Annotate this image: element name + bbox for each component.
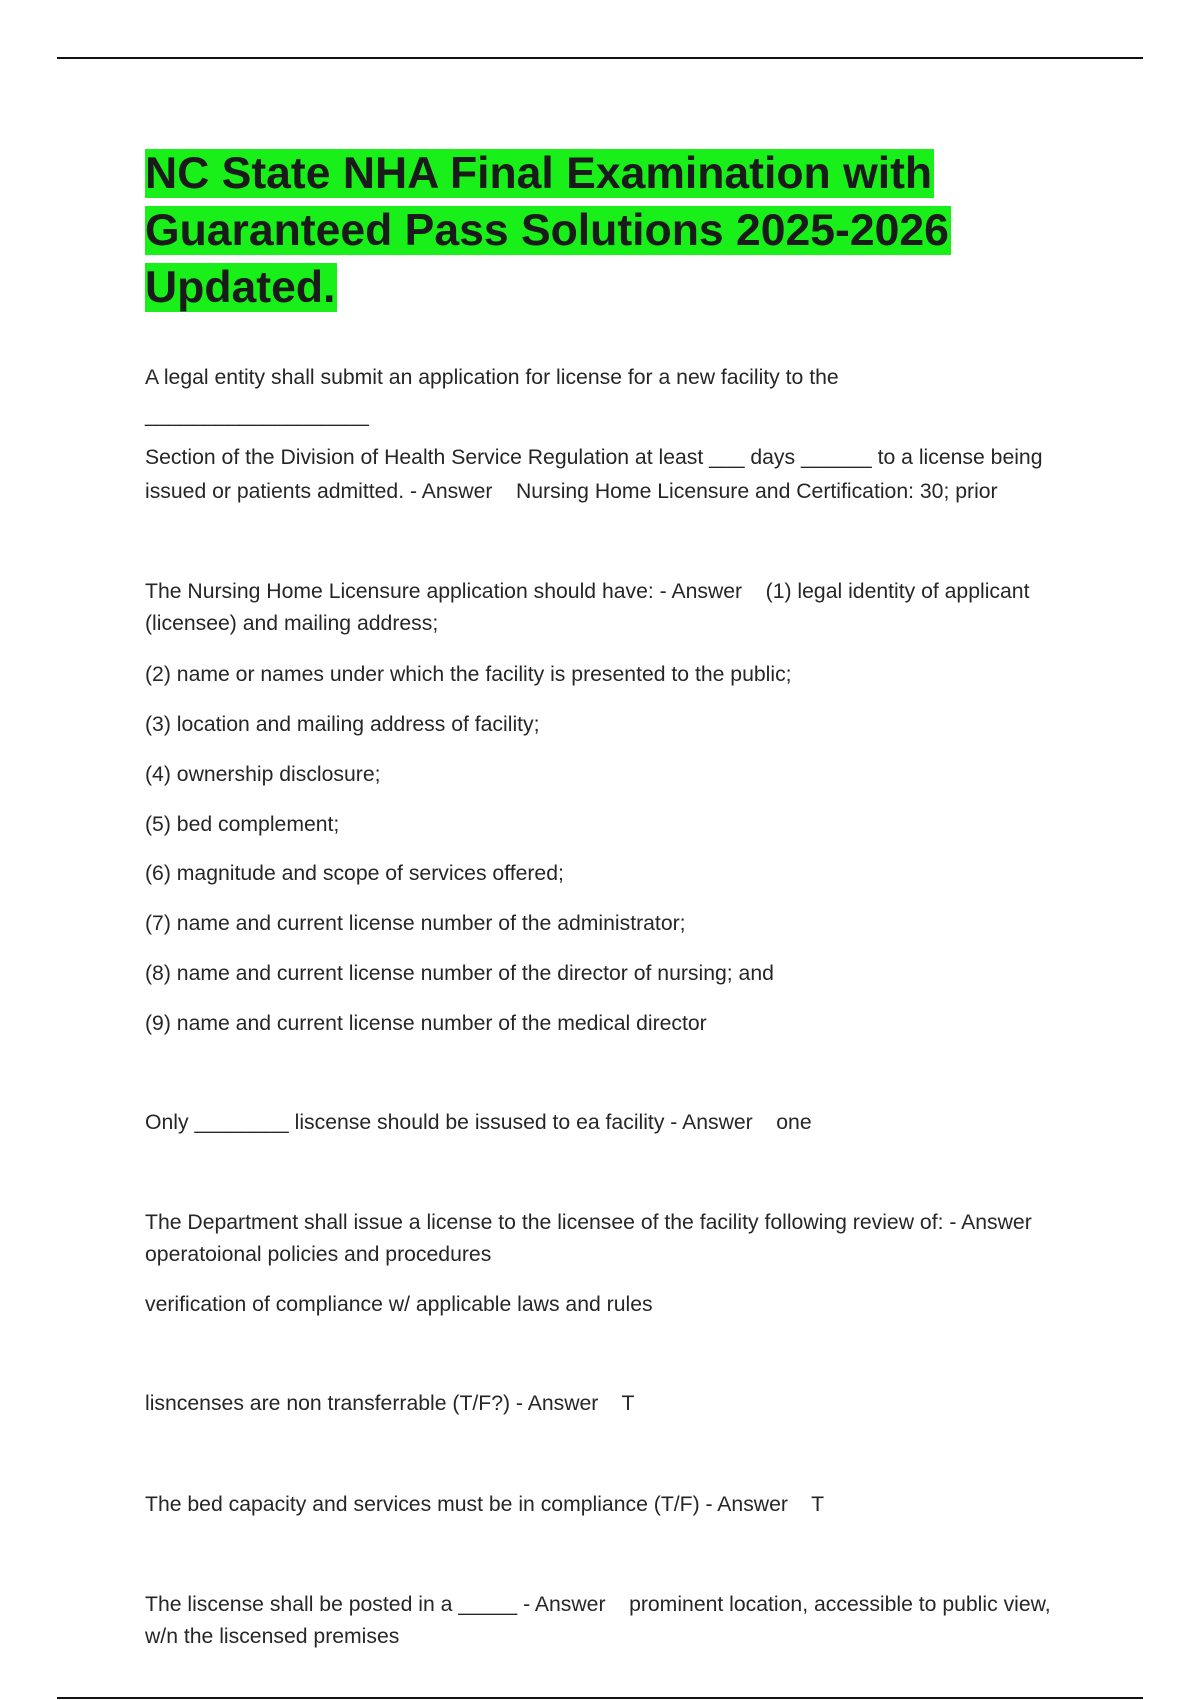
question-7-line-2: w/n the liscensed premises (145, 1625, 400, 1648)
title-highlight: NC State NHA Final Examination with Guaranteed Pass Solutions 2025-2026 Updated. (145, 149, 949, 312)
question-4-line-3: verification of compliance w/ applicable laws and rules (145, 1293, 653, 1316)
question-3-line-1: Only ________ liscense should be issused to ea facility - Answer one (145, 1111, 812, 1134)
question-5 (145, 1387, 1095, 1421)
list-item: (6) magnitude and scope of services offered; (145, 862, 564, 885)
list-item: (5) bed complement; (145, 813, 340, 836)
question-1 (145, 361, 1095, 509)
document-body (145, 145, 1095, 1654)
question-1-line-3: Section of the Division of Health Service Regulation at least ___ days ______ to a license being (145, 446, 1043, 469)
question-7-line-1: The liscense shall be posted in a _____ - Answer prominent location, accessible to public view, (145, 1593, 1051, 1616)
question-3 (145, 1106, 1095, 1140)
list-item: (4) ownership disclosure; (145, 763, 381, 786)
list-item: (9) name and current license number of the medical director (145, 1012, 707, 1035)
question-4-line-1: The Department shall issue a license to the licensee of the facility following review of: - Answer (145, 1211, 1032, 1234)
question-6-line-1: The bed capacity and services must be in compliance (T/F) - Answer T (145, 1493, 825, 1516)
document-title (145, 145, 1095, 316)
question-1-line-1: A legal entity shall submit an application for license for a new facility to the (145, 366, 839, 389)
question-7 (145, 1588, 1095, 1654)
question-2-line-1: The Nursing Home Licensure application should have: - Answer (1) legal identity of applicant (145, 580, 1030, 603)
list-item: (2) name or names under which the facility is presented to the public; (145, 663, 792, 686)
footer-rule (57, 1697, 1143, 1699)
list-item: (8) name and current license number of the director of nursing; and (145, 962, 774, 985)
question-2-line-2: (licensee) and mailing address; (145, 612, 439, 635)
question-4 (145, 1206, 1095, 1322)
question-6 (145, 1488, 1095, 1522)
list-item: (7) name and current license number of the administrator; (145, 912, 686, 935)
header-rule (57, 57, 1143, 59)
question-1-line-4: issued or patients admitted. - Answer Nursing Home Licensure and Certification: 30; prior (145, 480, 998, 503)
question-1-blank: ___________________ (145, 404, 369, 427)
question-4-line-2: operatoional policies and procedures (145, 1243, 492, 1266)
list-item: (3) location and mailing address of facility; (145, 713, 540, 736)
question-5-line-1: lisncenses are non transferrable (T/F?) - Answer T (145, 1392, 635, 1415)
question-2 (145, 575, 1095, 1041)
